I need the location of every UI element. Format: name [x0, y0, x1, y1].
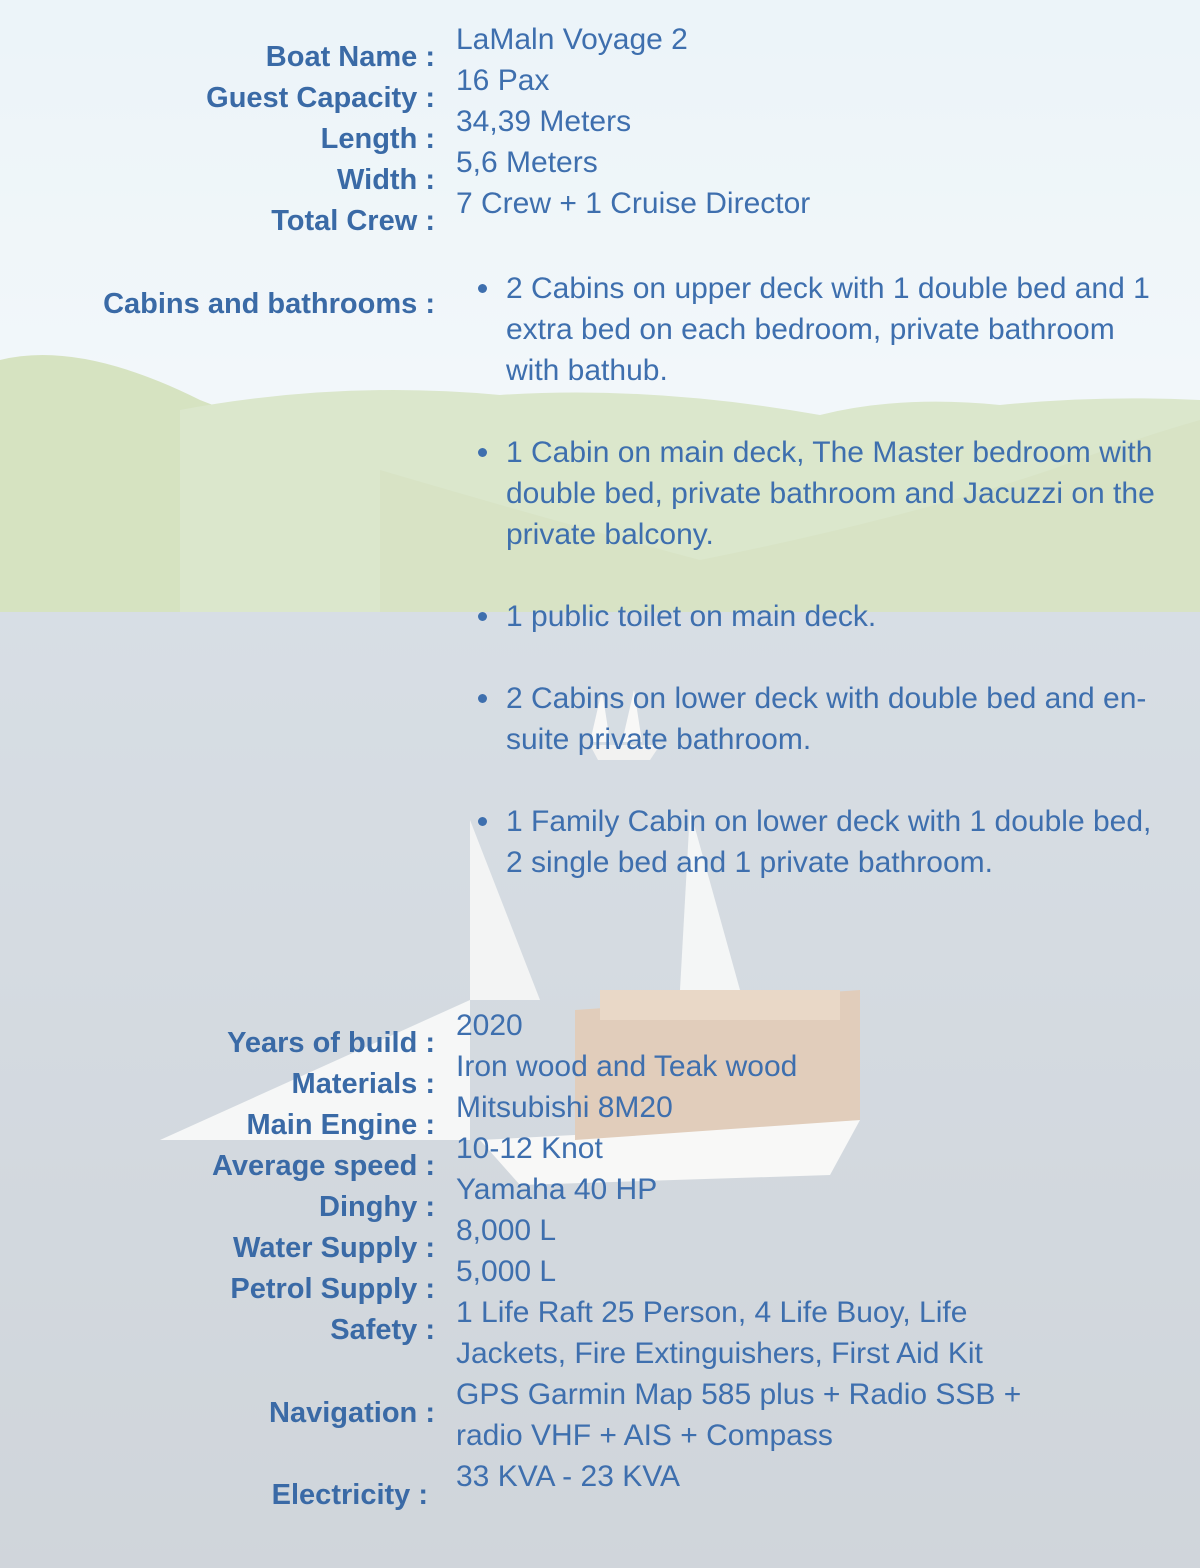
average-speed-value: 10-12 Knot: [456, 1132, 603, 1165]
boat-name-label: Boat Name :: [265, 41, 435, 73]
boat-name-value: LaMaln Voyage 2: [456, 23, 688, 56]
petrol-supply-value: 5,000 L: [456, 1255, 557, 1288]
main-engine-label: Main Engine :: [246, 1109, 435, 1141]
dinghy-value: Yamaha 40 HP: [456, 1173, 658, 1206]
cabins-list: [478, 268, 1158, 924]
cabins-label: Cabins and bathrooms :: [103, 288, 435, 320]
electricity-label: Electricity :: [271, 1479, 428, 1511]
materials-value: Iron wood and Teak wood: [456, 1050, 798, 1083]
list-item: 1 public toilet on main deck.: [478, 596, 1158, 637]
water-supply-label: Water Supply :: [233, 1232, 435, 1264]
water-supply-value: 8,000 L: [456, 1214, 557, 1247]
navigation-value-line2: radio VHF + AIS + Compass: [456, 1419, 833, 1452]
navigation-label: Navigation :: [269, 1397, 435, 1429]
materials-label: Materials :: [291, 1068, 435, 1100]
navigation-value: GPS Garmin Map 585 plus + Radio SSB +: [456, 1378, 1022, 1411]
electricity-value: 33 KVA - 23 KVA: [456, 1460, 681, 1493]
total-crew-label: Total Crew :: [271, 205, 435, 237]
years-of-build-label: Years of build :: [227, 1027, 435, 1059]
width-label: Width :: [337, 164, 435, 196]
safety-label: Safety :: [330, 1314, 435, 1346]
guest-capacity-label: Guest Capacity :: [206, 82, 435, 114]
list-item: 2 Cabins on lower deck with double bed and en-suite private bathroom.: [478, 678, 1158, 760]
length-label: Length :: [320, 123, 435, 155]
main-engine-value: Mitsubishi 8M20: [456, 1091, 673, 1124]
list-item: 1 Cabin on main deck, The Master bedroom with double bed, private bathroom and Jacuzzi on the private balcony.: [478, 432, 1158, 555]
length-value: 34,39 Meters: [456, 105, 632, 138]
list-item: 1 Family Cabin on lower deck with 1 double bed, 2 single bed and 1 private bathroom.: [478, 801, 1158, 883]
width-value: 5,6 Meters: [456, 146, 598, 179]
average-speed-label: Average speed :: [212, 1150, 435, 1182]
safety-value: 1 Life Raft 25 Person, 4 Life Buoy, Life: [456, 1296, 968, 1329]
guest-capacity-value: 16 Pax: [456, 64, 550, 97]
years-of-build-value: 2020: [456, 1009, 523, 1042]
dinghy-label: Dinghy :: [319, 1191, 435, 1223]
list-item: 2 Cabins on upper deck with 1 double bed and 1 extra bed on each bedroom, private bathroom with bathub.: [478, 268, 1158, 391]
safety-value-line2: Jackets, Fire Extinguishers, First Aid Kit: [456, 1337, 983, 1370]
petrol-supply-label: Petrol Supply :: [230, 1273, 435, 1305]
total-crew-value: 7 Crew + 1 Cruise Director: [456, 187, 811, 220]
